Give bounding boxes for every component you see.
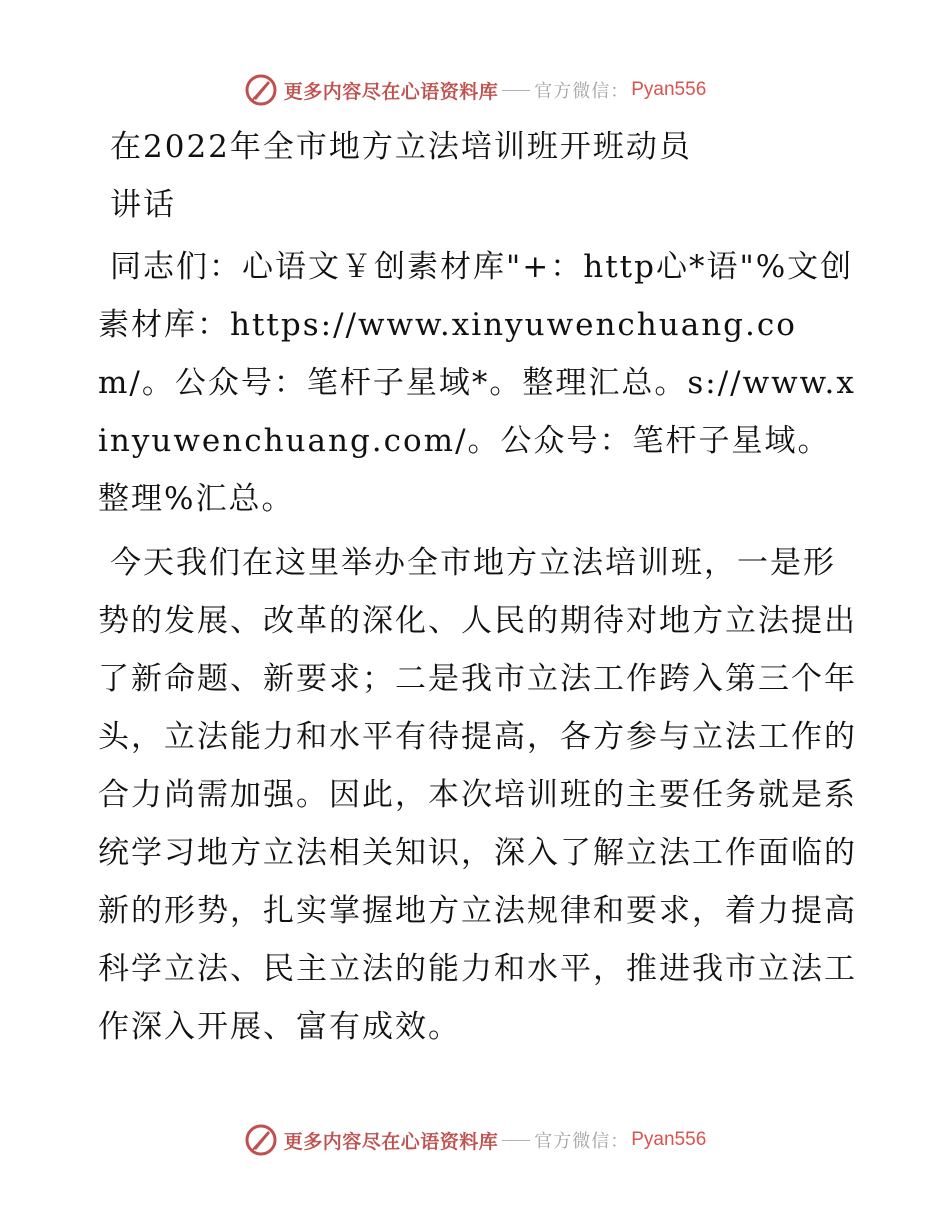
banner-text: 更多内容尽在心语资料库 [283, 80, 499, 103]
quill-pen-circle-icon [244, 1123, 278, 1157]
footer-banner-wechat-id: Pyan556 [631, 1129, 707, 1150]
document-title-line-2: 讲话 [110, 187, 176, 223]
footer-banner-text: 更多内容尽在心语资料库 [283, 1130, 499, 1153]
body-paragraph-text: 今天我们在这里举办全市地方立法培训班，一是形势的发展、改革的深化、人民的期待对地方立法提出了新命题、新要求；二是我市立法工作跨入第三个年头，立法能力和水平有待提高，各方参与立法工作的合力尚需加强。因此，本次培训班的主要任务就是系统学习地方立法相关知识，深入了解立法工作面临的新的形势，扎实掌握地方立法规律和要求，着力提高科学立法、民主立法的能力和水平，推进我市立法工作深入开展、富有成效。 [98, 545, 857, 1045]
footer-banner-separator [502, 1140, 530, 1141]
quill-pen-circle-icon [244, 73, 278, 107]
greeting-text: 同志们：心语文￥创素材库"+：http心*语"%文创素材库：https://www.xinyuwenchuang.com/。公众号：笔杆子星域*。整理汇总。s://www.xinyuwenchuang.com/。公众号：笔杆子星域。整理%汇总。 [98, 249, 856, 517]
banner-wechat-id: Pyan556 [631, 79, 707, 100]
banner-wechat-label: 官方微信： [534, 81, 630, 102]
body-paragraph [98, 534, 858, 1056]
greeting-paragraph [98, 238, 858, 528]
header-watermark-banner [0, 70, 950, 110]
footer-banner-wechat-label: 官方微信： [534, 1131, 630, 1152]
document-title-line-1: 在2022年全市地方立法培训班开班动员 [110, 129, 692, 165]
footer-watermark-banner [0, 1120, 950, 1160]
banner-separator [502, 90, 530, 91]
document-body [98, 118, 858, 1056]
